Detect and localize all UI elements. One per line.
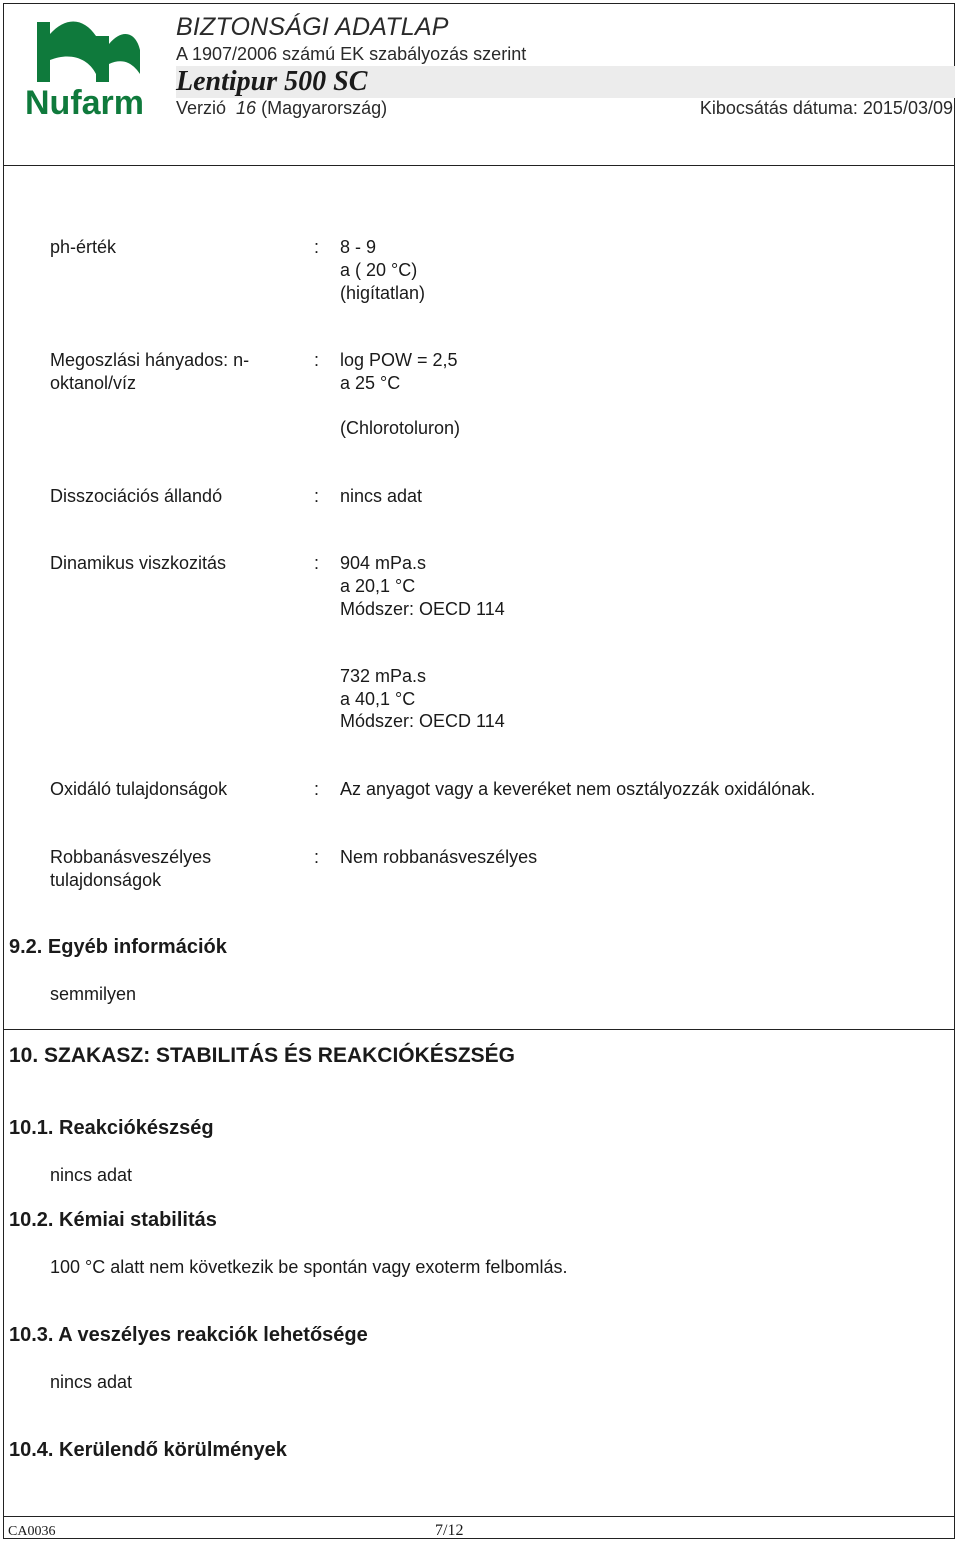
footer-divider: [3, 1516, 955, 1517]
section-text-10-2: 100 °C alatt nem következik be spontán vagy exoterm felbomlás.: [50, 1257, 568, 1277]
property-value: a 20,1 °C: [340, 576, 416, 596]
section-heading-9-2: 9.2. Egyéb információk: [9, 936, 227, 958]
section-text-9-2: semmilyen: [50, 984, 137, 1004]
property-colon: :: [314, 350, 320, 370]
section-heading-10-4: 10.4. Kerülendő körülmények: [9, 1439, 287, 1461]
property-label: Robbanásveszélyes: [50, 847, 212, 867]
property-value: (higítatlan): [340, 283, 426, 303]
issue-date: Kibocsátás dátuma: 2015/03/09: [699, 98, 953, 118]
section-divider: [3, 1029, 955, 1030]
header-divider: [3, 165, 955, 166]
regulation-subtitle: A 1907/2006 számú EK szabályozás szerint: [176, 44, 527, 64]
section-heading-10: 10. SZAKASZ: STABILITÁS ÉS REAKCIÓKÉSZSÉG: [9, 1044, 515, 1067]
property-label: tulajdonságok: [50, 870, 162, 890]
property-label: Oxidáló tulajdonságok: [50, 779, 228, 799]
property-colon: :: [314, 486, 320, 506]
nufarm-logo: [24, 14, 150, 118]
property-value: Az anyagot vagy a keveréket nem osztályozzák oxidálónak.: [340, 779, 816, 799]
property-label: Disszociációs állandó: [50, 486, 223, 506]
property-value: 8 - 9: [340, 237, 377, 257]
property-value: nincs adat: [340, 486, 423, 506]
page-frame: [3, 3, 955, 1539]
property-label: oktanol/víz: [50, 373, 137, 393]
section-heading-10-1: 10.1. Reakciókészség: [9, 1117, 214, 1139]
svg-text:Nufarm: Nufarm: [25, 84, 145, 118]
property-value: 904 mPa.s: [340, 553, 427, 573]
page-number: 7/12: [435, 1522, 464, 1539]
property-value: a 25 °C: [340, 373, 401, 393]
property-value: Módszer: OECD 114: [340, 711, 505, 731]
property-colon: :: [314, 237, 320, 257]
property-colon: :: [314, 779, 320, 799]
version-number: 16: [236, 98, 257, 118]
property-value: 732 mPa.s: [340, 666, 427, 686]
version-label: Verzió: [176, 98, 227, 118]
version-info: [176, 98, 387, 119]
section-heading-10-3: 10.3. A veszélyes reakciók lehetősége: [9, 1324, 368, 1346]
section-text-10-3: nincs adat: [50, 1372, 133, 1392]
property-value: (Chlorotoluron): [340, 418, 461, 438]
product-name: Lentipur 500 SC: [176, 66, 368, 97]
property-value: Módszer: OECD 114: [340, 599, 505, 619]
property-value: a 40,1 °C: [340, 689, 416, 709]
property-colon: :: [314, 553, 320, 573]
property-value: a ( 20 °C): [340, 260, 418, 280]
property-colon: :: [314, 847, 320, 867]
version-country: (Magyarország): [261, 98, 388, 118]
document-code: CA0036: [8, 1524, 56, 1539]
section-text-10-1: nincs adat: [50, 1165, 133, 1185]
property-label: Dinamikus viszkozitás: [50, 553, 227, 573]
property-label: ph-érték: [50, 237, 117, 257]
document-title: BIZTONSÁGI ADATLAP: [176, 13, 449, 41]
property-value: log POW = 2,5: [340, 350, 458, 370]
section-heading-10-2: 10.2. Kémiai stabilitás: [9, 1209, 217, 1231]
property-value: Nem robbanásveszélyes: [340, 847, 538, 867]
property-label: Megoszlási hányados: n-: [50, 350, 250, 370]
